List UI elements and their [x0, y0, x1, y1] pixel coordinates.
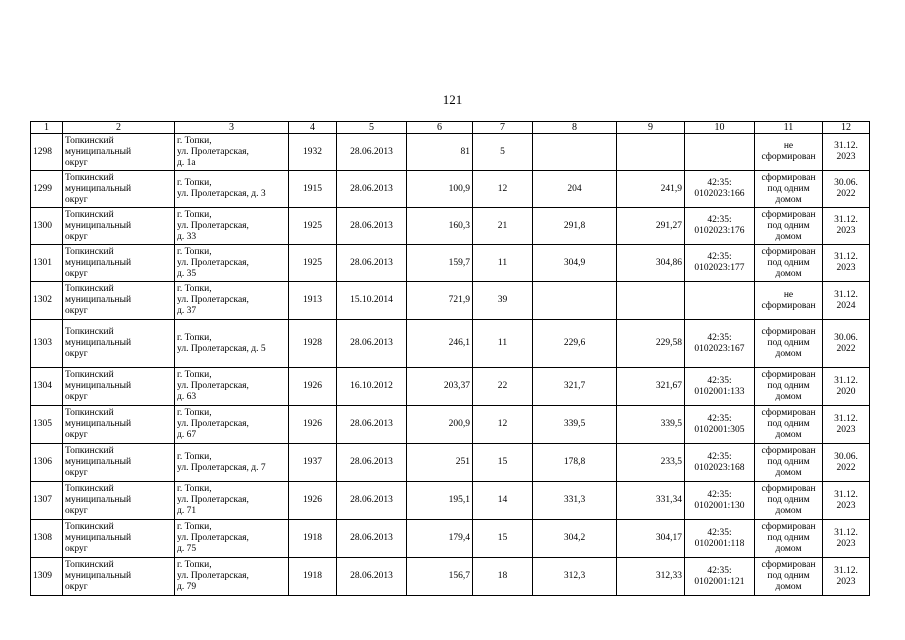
area-cell: 100,9	[407, 171, 473, 208]
land-status-cell: сформирован под одним домом	[755, 406, 823, 444]
date-cell: 28.06.2013	[337, 320, 407, 368]
cadastral-number-cell	[685, 282, 755, 320]
district-cell: Топкинский муниципальный округ	[63, 482, 175, 520]
value-col9-cell: 241,9	[617, 171, 685, 208]
count-cell: 21	[473, 208, 533, 245]
year-cell: 1937	[289, 444, 337, 482]
value-col8-cell	[533, 134, 617, 171]
deadline-cell: 31.12. 2023	[823, 245, 870, 282]
housing-registry-table	[30, 121, 870, 596]
value-col8-cell: 339,5	[533, 406, 617, 444]
year-cell: 1925	[289, 245, 337, 282]
count-cell: 5	[473, 134, 533, 171]
date-cell: 16.10.2012	[337, 368, 407, 406]
column-header: 4	[289, 122, 337, 134]
column-header: 2	[63, 122, 175, 134]
cadastral-number-cell: 42:35: 0102001:121	[685, 558, 755, 596]
count-cell: 39	[473, 282, 533, 320]
table-body	[31, 134, 870, 596]
address-cell: г. Топки, ул. Пролетарская, д. 79	[175, 558, 289, 596]
row-number-cell: 1305	[31, 406, 63, 444]
deadline-cell: 30.06. 2022	[823, 444, 870, 482]
land-status-cell: сформирован под одним домом	[755, 444, 823, 482]
land-status-cell: не сформирован	[755, 134, 823, 171]
date-cell: 28.06.2013	[337, 134, 407, 171]
deadline-cell: 31.12. 2023	[823, 134, 870, 171]
district-cell: Топкинский муниципальный округ	[63, 558, 175, 596]
value-col9-cell: 304,17	[617, 520, 685, 558]
table-row	[31, 134, 870, 171]
district-cell: Топкинский муниципальный округ	[63, 134, 175, 171]
date-cell: 28.06.2013	[337, 245, 407, 282]
year-cell: 1915	[289, 171, 337, 208]
land-status-cell: сформирован под одним домом	[755, 520, 823, 558]
district-cell: Топкинский муниципальный округ	[63, 245, 175, 282]
row-number-cell: 1301	[31, 245, 63, 282]
value-col8-cell: 331,3	[533, 482, 617, 520]
year-cell: 1913	[289, 282, 337, 320]
cadastral-number-cell: 42:35: 0102023:167	[685, 320, 755, 368]
count-cell: 14	[473, 482, 533, 520]
cadastral-number-cell: 42:35: 0102001:118	[685, 520, 755, 558]
year-cell: 1925	[289, 208, 337, 245]
year-cell: 1926	[289, 368, 337, 406]
value-col9-cell: 331,34	[617, 482, 685, 520]
year-cell: 1918	[289, 558, 337, 596]
column-header: 7	[473, 122, 533, 134]
row-number-cell: 1308	[31, 520, 63, 558]
table-row	[31, 558, 870, 596]
year-cell: 1926	[289, 406, 337, 444]
district-cell: Топкинский муниципальный округ	[63, 282, 175, 320]
address-cell: г. Топки, ул. Пролетарская, д. 75	[175, 520, 289, 558]
row-number-cell: 1309	[31, 558, 63, 596]
table-header	[31, 122, 870, 134]
year-cell: 1926	[289, 482, 337, 520]
row-number-cell: 1306	[31, 444, 63, 482]
cadastral-number-cell: 42:35: 0102023:176	[685, 208, 755, 245]
address-cell: г. Топки, ул. Пролетарская, д. 63	[175, 368, 289, 406]
cadastral-number-cell: 42:35: 0102001:305	[685, 406, 755, 444]
date-cell: 28.06.2013	[337, 558, 407, 596]
column-header: 5	[337, 122, 407, 134]
value-col8-cell: 304,2	[533, 520, 617, 558]
land-status-cell: сформирован под одним домом	[755, 320, 823, 368]
column-header: 1	[31, 122, 63, 134]
value-col9-cell	[617, 282, 685, 320]
district-cell: Топкинский муниципальный округ	[63, 520, 175, 558]
row-number-cell: 1302	[31, 282, 63, 320]
value-col8-cell: 178,8	[533, 444, 617, 482]
deadline-cell: 30.06. 2022	[823, 171, 870, 208]
date-cell: 28.06.2013	[337, 171, 407, 208]
area-cell: 203,37	[407, 368, 473, 406]
address-cell: г. Топки, ул. Пролетарская, д. 37	[175, 282, 289, 320]
year-cell: 1918	[289, 520, 337, 558]
area-cell: 200,9	[407, 406, 473, 444]
value-col9-cell: 229,58	[617, 320, 685, 368]
count-cell: 15	[473, 520, 533, 558]
value-col9-cell: 233,5	[617, 444, 685, 482]
cadastral-number-cell: 42:35: 0102001:130	[685, 482, 755, 520]
year-cell: 1928	[289, 320, 337, 368]
value-col9-cell	[617, 134, 685, 171]
date-cell: 15.10.2014	[337, 282, 407, 320]
value-col9-cell: 291,27	[617, 208, 685, 245]
value-col9-cell: 312,33	[617, 558, 685, 596]
value-col8-cell	[533, 282, 617, 320]
table-row	[31, 208, 870, 245]
land-status-cell: сформирован под одним домом	[755, 208, 823, 245]
deadline-cell: 31.12. 2023	[823, 520, 870, 558]
cadastral-number-cell: 42:35: 0102023:177	[685, 245, 755, 282]
row-number-cell: 1299	[31, 171, 63, 208]
table-row	[31, 282, 870, 320]
district-cell: Топкинский муниципальный округ	[63, 171, 175, 208]
land-status-cell: сформирован под одним домом	[755, 482, 823, 520]
count-cell: 11	[473, 320, 533, 368]
deadline-cell: 31.12. 2023	[823, 558, 870, 596]
count-cell: 15	[473, 444, 533, 482]
deadline-cell: 31.12. 2024	[823, 282, 870, 320]
count-cell: 11	[473, 245, 533, 282]
table-row	[31, 406, 870, 444]
count-cell: 12	[473, 406, 533, 444]
area-cell: 246,1	[407, 320, 473, 368]
table-row	[31, 320, 870, 368]
row-number-cell: 1300	[31, 208, 63, 245]
cadastral-number-cell: 42:35: 0102023:168	[685, 444, 755, 482]
cadastral-number-cell: 42:35: 0102023:166	[685, 171, 755, 208]
column-header: 6	[407, 122, 473, 134]
area-cell: 159,7	[407, 245, 473, 282]
district-cell: Топкинский муниципальный округ	[63, 208, 175, 245]
value-col9-cell: 339,5	[617, 406, 685, 444]
column-header: 9	[617, 122, 685, 134]
district-cell: Топкинский муниципальный округ	[63, 444, 175, 482]
value-col9-cell: 304,86	[617, 245, 685, 282]
value-col8-cell: 304,9	[533, 245, 617, 282]
area-cell: 721,9	[407, 282, 473, 320]
row-number-cell: 1298	[31, 134, 63, 171]
year-cell: 1932	[289, 134, 337, 171]
value-col8-cell: 229,6	[533, 320, 617, 368]
land-status-cell: сформирован под одним домом	[755, 245, 823, 282]
deadline-cell: 31.12. 2023	[823, 208, 870, 245]
district-cell: Топкинский муниципальный округ	[63, 406, 175, 444]
column-header: 8	[533, 122, 617, 134]
address-cell: г. Топки, ул. Пролетарская, д. 1а	[175, 134, 289, 171]
date-cell: 28.06.2013	[337, 482, 407, 520]
cadastral-number-cell: 42:35: 0102001:133	[685, 368, 755, 406]
value-col8-cell: 204	[533, 171, 617, 208]
cadastral-number-cell	[685, 134, 755, 171]
value-col8-cell: 312,3	[533, 558, 617, 596]
count-cell: 22	[473, 368, 533, 406]
address-cell: г. Топки, ул. Пролетарская, д. 3	[175, 171, 289, 208]
value-col8-cell: 321,7	[533, 368, 617, 406]
row-number-cell: 1307	[31, 482, 63, 520]
area-cell: 251	[407, 444, 473, 482]
table-row	[31, 171, 870, 208]
row-number-cell: 1303	[31, 320, 63, 368]
area-cell: 195,1	[407, 482, 473, 520]
address-cell: г. Топки, ул. Пролетарская, д. 7	[175, 444, 289, 482]
page-number: 121	[442, 92, 463, 107]
address-cell: г. Топки, ул. Пролетарская, д. 5	[175, 320, 289, 368]
land-status-cell: не сформирован	[755, 282, 823, 320]
address-cell: г. Топки, ул. Пролетарская, д. 71	[175, 482, 289, 520]
deadline-cell: 30.06. 2022	[823, 320, 870, 368]
land-status-cell: сформирован под одним домом	[755, 171, 823, 208]
district-cell: Топкинский муниципальный округ	[63, 320, 175, 368]
area-cell: 156,7	[407, 558, 473, 596]
column-header: 10	[685, 122, 755, 134]
land-status-cell: сформирован под одним домом	[755, 368, 823, 406]
row-number-cell: 1304	[31, 368, 63, 406]
address-cell: г. Топки, ул. Пролетарская, д. 35	[175, 245, 289, 282]
date-cell: 28.06.2013	[337, 406, 407, 444]
deadline-cell: 31.12. 2023	[823, 482, 870, 520]
table-row	[31, 444, 870, 482]
table-row	[31, 482, 870, 520]
header-row	[31, 122, 870, 134]
area-cell: 179,4	[407, 520, 473, 558]
count-cell: 12	[473, 171, 533, 208]
area-cell: 81	[407, 134, 473, 171]
column-header: 11	[755, 122, 823, 134]
deadline-cell: 31.12. 2020	[823, 368, 870, 406]
address-cell: г. Топки, ул. Пролетарская, д. 67	[175, 406, 289, 444]
deadline-cell: 31.12. 2023	[823, 406, 870, 444]
count-cell: 18	[473, 558, 533, 596]
column-header: 3	[175, 122, 289, 134]
date-cell: 28.06.2013	[337, 444, 407, 482]
date-cell: 28.06.2013	[337, 520, 407, 558]
date-cell: 28.06.2013	[337, 208, 407, 245]
district-cell: Топкинский муниципальный округ	[63, 368, 175, 406]
table-row	[31, 245, 870, 282]
table-row	[31, 368, 870, 406]
column-header: 12	[823, 122, 870, 134]
value-col9-cell: 321,67	[617, 368, 685, 406]
area-cell: 160,3	[407, 208, 473, 245]
address-cell: г. Топки, ул. Пролетарская, д. 33	[175, 208, 289, 245]
land-status-cell: сформирован под одним домом	[755, 558, 823, 596]
table-row	[31, 520, 870, 558]
value-col8-cell: 291,8	[533, 208, 617, 245]
